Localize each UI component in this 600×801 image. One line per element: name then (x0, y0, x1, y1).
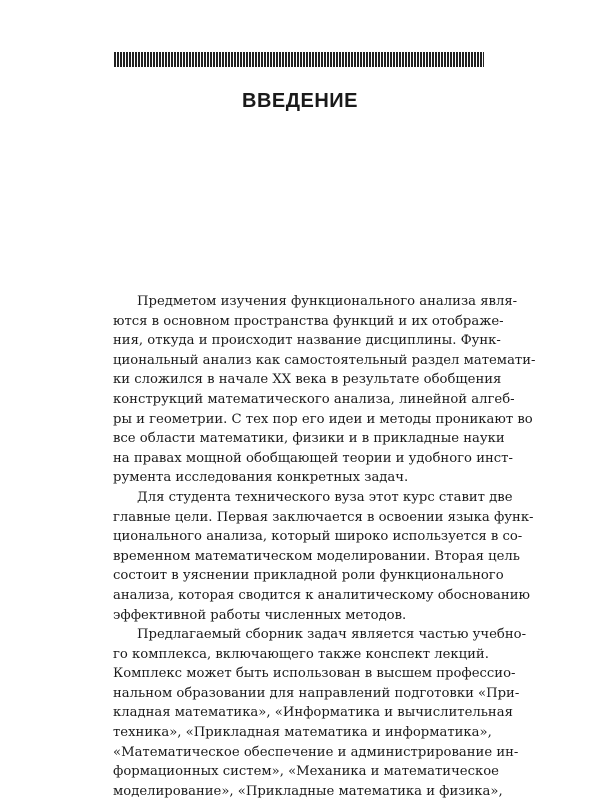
text-line: все области математики, физики и в прикладные науки (113, 431, 505, 447)
text-line: эффективной работы численных методов. (113, 607, 407, 623)
text-line: моделирование», «Прикладные математика и физика», (113, 783, 503, 799)
text-line: анализа, которая сводится к аналитическому обоснованию (113, 587, 530, 603)
text-line: румента исследования конкретных задач. (113, 470, 409, 486)
text-line: го комплекса, включающего также конспект лекций. (113, 646, 489, 662)
text-line: нальном образовании для направлений подготовки «При- (113, 685, 520, 701)
body-text (113, 292, 536, 801)
text-line: Предлагаемый сборник задач является частью учебно- (137, 627, 527, 643)
text-line: ционального анализа, который широко используется в со- (113, 529, 523, 545)
paragraph-3 (113, 625, 527, 801)
text-line: циональный анализ как самостоятельный раздел математи- (113, 352, 536, 368)
header-decorative-stripe (114, 52, 484, 67)
text-line: «Математическое обеспечение и администрирование ин- (113, 744, 519, 760)
text-line: на правах мощной обобщающей теории и удобного инст- (113, 450, 513, 466)
text-line: техника», «Прикладная математика и информатика», (113, 725, 492, 741)
text-line: кладная математика», «Информатика и вычислительная (113, 705, 513, 721)
text-line: конструкций математического анализа, линейной алгеб- (113, 391, 515, 407)
text-line: ния, откуда и происходит название дисциплины. Функ- (113, 333, 501, 349)
text-line: главные цели. Первая заключается в освоении языка функ- (113, 509, 534, 525)
text-line: ки сложился в начале XX века в результате обобщения (113, 372, 502, 388)
text-line: ются в основном пространства функций и их отображе- (113, 313, 504, 329)
text-line: временном математическом моделировании. Вторая цель (113, 548, 520, 564)
text-line: ры и геометрии. С тех пор его идеи и методы проникают во (113, 411, 533, 427)
text-line: состоит в уяснении прикладной роли функционального (113, 568, 504, 584)
text-line: формационных систем», «Механика и математическое (113, 764, 499, 780)
text-line: Для студента технического вуза этот курс ставит две (137, 489, 513, 505)
paragraph-1 (113, 292, 536, 488)
paragraph-2 (113, 488, 534, 625)
text-line: Комплекс может быть использован в высшем профессио- (113, 666, 516, 682)
chapter-title: ВВЕДЕНИЕ (242, 90, 358, 112)
text-line: Предметом изучения функционального анализа явля- (137, 294, 518, 309)
